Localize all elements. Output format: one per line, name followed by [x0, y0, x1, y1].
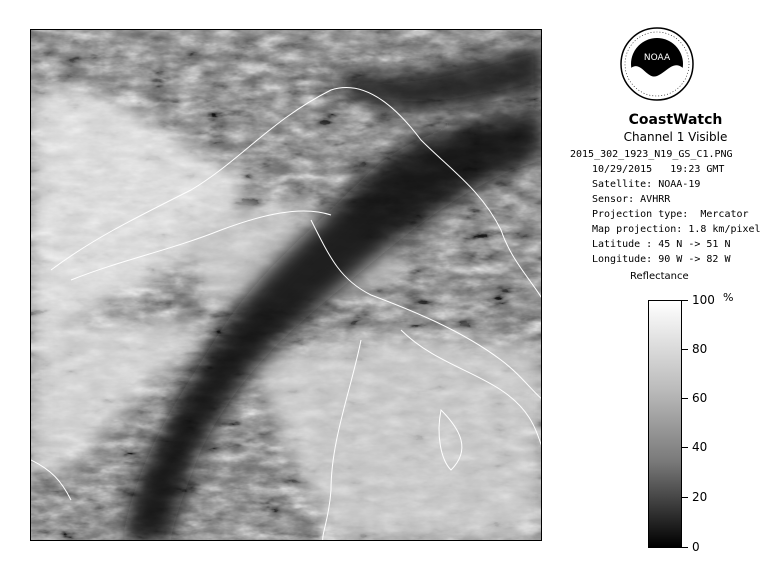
tick-mark: [682, 447, 688, 448]
tick-label-80: 80: [692, 342, 708, 356]
legend-unit: %: [723, 291, 734, 304]
meta-latitude: Latitude : 45 N -> 51 N: [592, 239, 731, 250]
tick-label-0: 0: [692, 540, 700, 554]
meta-longitude: Longitude: 90 W -> 82 W: [592, 254, 731, 265]
file-name: 2015_302_1923_N19_GS_C1.PNG: [570, 149, 733, 160]
tick-label-60: 60: [692, 391, 708, 405]
tick-mark: [682, 349, 688, 350]
tick-mark: [682, 547, 688, 548]
tick-mark: [682, 300, 688, 301]
panel-title: CoastWatch: [628, 112, 723, 128]
tick-label-40: 40: [692, 440, 708, 454]
tick-label-100: 100: [692, 293, 715, 307]
satellite-image: [30, 29, 542, 541]
tick-mark: [682, 398, 688, 399]
meta-satellite: Satellite: NOAA-19: [592, 179, 701, 190]
cloud-imagery: [31, 30, 542, 541]
meta-projection-type: Projection type: Mercator: [592, 209, 749, 220]
metadata-list: [592, 162, 761, 267]
legend-label: Reflectance: [630, 271, 689, 282]
logo-text: NOAA: [643, 53, 671, 63]
tick-mark: [682, 497, 688, 498]
meta-map-projection: Map projection: 1.8 km/pixel: [592, 224, 761, 235]
reflectance-colorbar: [648, 300, 682, 548]
tick-label-20: 20: [692, 490, 708, 504]
meta-sensor: Sensor: AVHRR: [592, 194, 671, 205]
channel-label: Channel 1 Visible: [623, 130, 728, 144]
meta-datetime: 10/29/2015 19:23 GMT: [592, 164, 725, 175]
noaa-logo-icon: [617, 20, 697, 110]
